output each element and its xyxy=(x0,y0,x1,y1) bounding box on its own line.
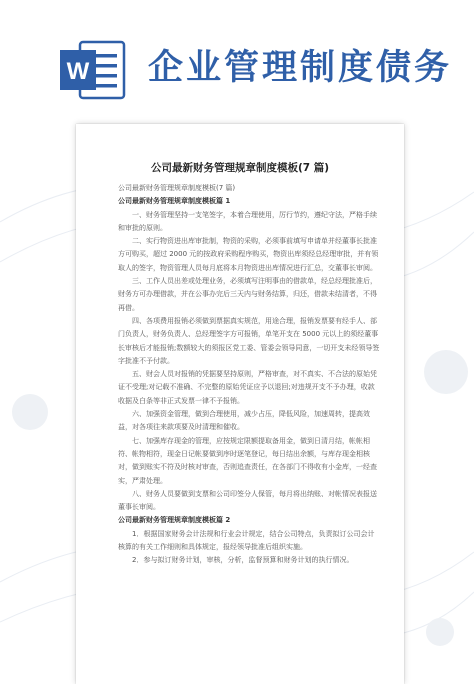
document-title: 公司最新财务管理规章制度模板(7 篇) xyxy=(150,162,330,174)
paragraph: 二、实行物资进出库审批制，物资的采购，必须事前填写申请单并经董事长批准方可购买，超过 2000 元的按政府采购程序购买，物资出库须经总经理审批，并有领取人的签字，物资管理人员每月底将本月物资进出库情况进行汇总，交董事长审阅。 xyxy=(118,237,379,272)
document-body xyxy=(118,182,380,568)
paragraph: 七、加强库存现金的管理，应按规定限额提取备用金，做到日清月结，帐帐相符、帐物相符，现金日记帐要做到序时逐笔登记，每日结出余额，与库存现金相核对，做到账实不符及时核对审查，否则追查责任，在各部门不得收有小金库，一经查实，严肃处理。 xyxy=(118,436,377,485)
banner-title: 企业管理制度债务 xyxy=(148,48,453,88)
paragraph: 1．根据国家财务会计法规和行业会计规定，结合公司特点，负责拟订公司会计核算的有关工作细则和具体规定，报经领导批准后组织实施。 xyxy=(118,529,375,552)
section-heading: 公司最新财务管理规章制度模板篇 1 xyxy=(118,197,231,206)
paragraph: 三、工作人员出差或处理业务，必须填写注明事由的借款单，经总经理批准后，财务方可办理借款，并在公事办完后三天内与财务结算，归还，借款未结清者，不得再借。 xyxy=(118,277,377,312)
word-document-icon xyxy=(58,38,128,102)
banner xyxy=(0,0,474,118)
paragraph: 八、财务人员要做到支票和公司印签分人保管，每月将出纳账、对帐情况表报送董事长审阅。 xyxy=(118,489,377,512)
document-subtitle: 公司最新财务管理规章制度模板(7 篇) xyxy=(118,184,236,192)
section-heading: 公司最新财务管理规章制度模板篇 2 xyxy=(118,516,231,525)
paragraph: 六、加强资金管理，做到合理使用，减少占压，降低风险，加速周转，提高效益，对各项往来款项要及时清理和催收。 xyxy=(118,410,370,432)
document-page xyxy=(76,124,404,684)
paragraph: 2．参与拟订财务计划，审核，分析，监督预算和财务计划的执行情况。 xyxy=(132,556,354,565)
paragraph: 一、财务管理坚持一支笔签字，本着合理使用，厉行节约，遵纪守法，严格手续和审批的原则。 xyxy=(118,210,377,232)
paragraph: 四、各项费用报销必须做到票据真实规范，用途合理，报销发票要有经手人、部门负责人，财务负责人、总经理签字方可报销，单笔开支在 5000 元以上的须经董事长审核后才能报销;数额较大的须报区党工委、管委会领导同意，一切开支未经领导签字批准不予付款。 xyxy=(118,316,380,365)
word-icon-letter: W xyxy=(66,58,90,85)
paragraph: 五、财会人员对报销的凭据要坚持原则，严格审查，对不真实、不合法的原始凭证不受理;对记载不准确、不完整的原始凭证应予以退回;对违规开支不予办理，收款收据及白条等非正式发票一律不予报销。 xyxy=(118,370,377,405)
